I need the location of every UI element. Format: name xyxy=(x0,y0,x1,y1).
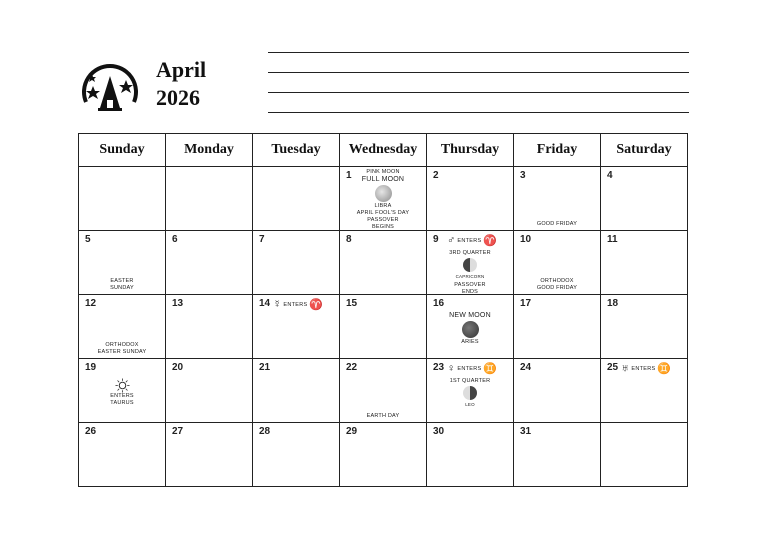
event-pink-moon: PINK MOON xyxy=(366,169,400,175)
day-cell-2[interactable] xyxy=(427,167,514,231)
day-cell-4[interactable] xyxy=(601,167,688,231)
gemini-icon: ♊ xyxy=(483,363,498,375)
event-orthodox-good-friday: ORTHODOX GOOD FRIDAY xyxy=(536,278,578,291)
full-moon-icon xyxy=(375,185,392,202)
event-passover-begins: PASSOVER BEGINS xyxy=(367,217,399,230)
day-cell-19[interactable] xyxy=(79,359,166,423)
day-cell-28[interactable] xyxy=(253,423,340,487)
day-number: 1 xyxy=(346,170,352,181)
day-cell-23[interactable] xyxy=(427,359,514,423)
uranus-icon: ♅ xyxy=(621,362,630,375)
event-new-moon: NEW MOON xyxy=(449,312,491,319)
event-full-moon: FULL MOON xyxy=(361,176,405,183)
new-moon-icon xyxy=(462,321,479,338)
day-number: 18 xyxy=(607,298,619,309)
week-row xyxy=(79,359,688,423)
event-uranus-enters-gemini: ♅ ENTERS ♊ xyxy=(621,362,672,375)
weekday-saturday: Saturday xyxy=(601,134,688,167)
mercury-icon: ☿ xyxy=(273,298,282,311)
day-cell-1[interactable] xyxy=(340,167,427,231)
weekday-friday: Friday xyxy=(514,134,601,167)
logo-icon xyxy=(78,52,142,114)
day-number: 23 xyxy=(433,362,445,373)
event-moon-sign: CAPRICORN xyxy=(455,274,485,279)
day-cell-empty xyxy=(601,423,688,487)
calendar-grid xyxy=(78,133,688,487)
weekday-sunday: Sunday xyxy=(79,134,166,167)
day-cell-11[interactable] xyxy=(601,231,688,295)
event-moon-sign: ARIES xyxy=(461,339,479,345)
note-line xyxy=(268,112,689,113)
day-number: 31 xyxy=(520,426,532,437)
day-number: 8 xyxy=(346,234,352,245)
day-cell-7[interactable] xyxy=(253,231,340,295)
day-number: 11 xyxy=(607,234,618,245)
day-cell-30[interactable] xyxy=(427,423,514,487)
day-number: 12 xyxy=(85,298,97,309)
day-number: 2 xyxy=(433,170,439,181)
week-row xyxy=(79,231,688,295)
venus-icon: ♀ xyxy=(447,362,456,375)
day-number: 10 xyxy=(520,234,532,245)
weekday-tuesday: Tuesday xyxy=(253,134,340,167)
gemini-icon: ♊ xyxy=(657,363,672,375)
day-cell-3[interactable] xyxy=(514,167,601,231)
mars-icon: ♂ xyxy=(447,234,456,247)
weekday-wednesday: Wednesday xyxy=(340,134,427,167)
day-number: 9 xyxy=(433,234,439,245)
sun-icon xyxy=(115,378,130,393)
event-earth-day: EARTH DAY xyxy=(366,413,400,419)
weekday-thursday: Thursday xyxy=(427,134,514,167)
note-line xyxy=(268,72,689,73)
day-cell-25[interactable] xyxy=(601,359,688,423)
day-cell-16[interactable] xyxy=(427,295,514,359)
week-row xyxy=(79,167,688,231)
day-number: 19 xyxy=(85,362,97,373)
day-number: 17 xyxy=(520,298,532,309)
weekday-header-row xyxy=(79,134,688,167)
day-number: 20 xyxy=(172,362,184,373)
day-cell-22[interactable] xyxy=(340,359,427,423)
day-cell-14[interactable] xyxy=(253,295,340,359)
day-cell-9[interactable] xyxy=(427,231,514,295)
event-easter: EASTER SUNDAY xyxy=(110,278,134,291)
notes-area[interactable] xyxy=(268,52,689,132)
day-cell-empty xyxy=(166,167,253,231)
day-number: 25 xyxy=(607,362,619,373)
day-number: 15 xyxy=(346,298,358,309)
aries-icon: ♈ xyxy=(309,299,324,311)
note-line xyxy=(268,52,689,53)
day-number: 7 xyxy=(259,234,265,245)
day-number: 21 xyxy=(259,362,271,373)
day-cell-empty xyxy=(253,167,340,231)
note-line xyxy=(268,92,689,93)
event-moon-sign: LEO xyxy=(465,402,475,407)
day-number: 3 xyxy=(520,170,526,181)
event-passover-ends: PASSOVER ENDS xyxy=(454,282,486,295)
day-cell-21[interactable] xyxy=(253,359,340,423)
day-number: 30 xyxy=(433,426,445,437)
day-number: 27 xyxy=(172,426,184,437)
week-row xyxy=(79,295,688,359)
day-cell-8[interactable] xyxy=(340,231,427,295)
day-number: 5 xyxy=(85,234,91,245)
day-cell-17[interactable] xyxy=(514,295,601,359)
event-first-quarter: 1ST QUARTER xyxy=(449,378,491,384)
event-orthodox-easter: ORTHODOX EASTER SUNDAY xyxy=(97,342,147,355)
day-cell-6[interactable] xyxy=(166,231,253,295)
day-cell-13[interactable] xyxy=(166,295,253,359)
third-quarter-moon-icon xyxy=(463,258,477,272)
day-cell-5[interactable] xyxy=(79,231,166,295)
first-quarter-moon-icon xyxy=(463,386,477,400)
event-sun-enters-taurus: ENTERS TAURUS xyxy=(110,393,134,406)
day-cell-12[interactable] xyxy=(79,295,166,359)
day-cell-empty xyxy=(79,167,166,231)
day-cell-20[interactable] xyxy=(166,359,253,423)
day-cell-26[interactable] xyxy=(79,423,166,487)
day-cell-27[interactable] xyxy=(166,423,253,487)
day-number: 16 xyxy=(433,298,445,309)
day-cell-29[interactable] xyxy=(340,423,427,487)
event-april-fools: APRIL FOOL'S DAY xyxy=(356,210,410,216)
day-number: 14 xyxy=(259,298,271,309)
day-number: 6 xyxy=(172,234,178,245)
month-label: April xyxy=(156,57,207,82)
event-mercury-enters-aries: ☿ ENTERS ♈ xyxy=(273,298,324,311)
day-number: 13 xyxy=(172,298,184,309)
day-cell-24[interactable] xyxy=(514,359,601,423)
aries-icon: ♈ xyxy=(483,235,498,247)
weekday-monday: Monday xyxy=(166,134,253,167)
day-cell-31[interactable] xyxy=(514,423,601,487)
event-third-quarter: 3RD QUARTER xyxy=(449,250,491,256)
day-number: 26 xyxy=(85,426,97,437)
day-number: 28 xyxy=(259,426,271,437)
day-cell-18[interactable] xyxy=(601,295,688,359)
day-number: 29 xyxy=(346,426,358,437)
event-moon-sign: LIBRA xyxy=(374,203,392,209)
week-row xyxy=(79,423,688,487)
year-label: 2026 xyxy=(156,85,200,110)
event-good-friday: GOOD FRIDAY xyxy=(536,221,578,227)
day-cell-10[interactable] xyxy=(514,231,601,295)
event-mars-enters-aries: ♂ ENTERS ♈ xyxy=(447,234,498,247)
day-number: 24 xyxy=(520,362,532,373)
page-title xyxy=(156,56,206,112)
day-number: 22 xyxy=(346,362,358,373)
day-number: 4 xyxy=(607,170,613,181)
day-cell-15[interactable] xyxy=(340,295,427,359)
event-venus-enters-gemini: ♀ ENTERS ♊ xyxy=(447,362,498,375)
